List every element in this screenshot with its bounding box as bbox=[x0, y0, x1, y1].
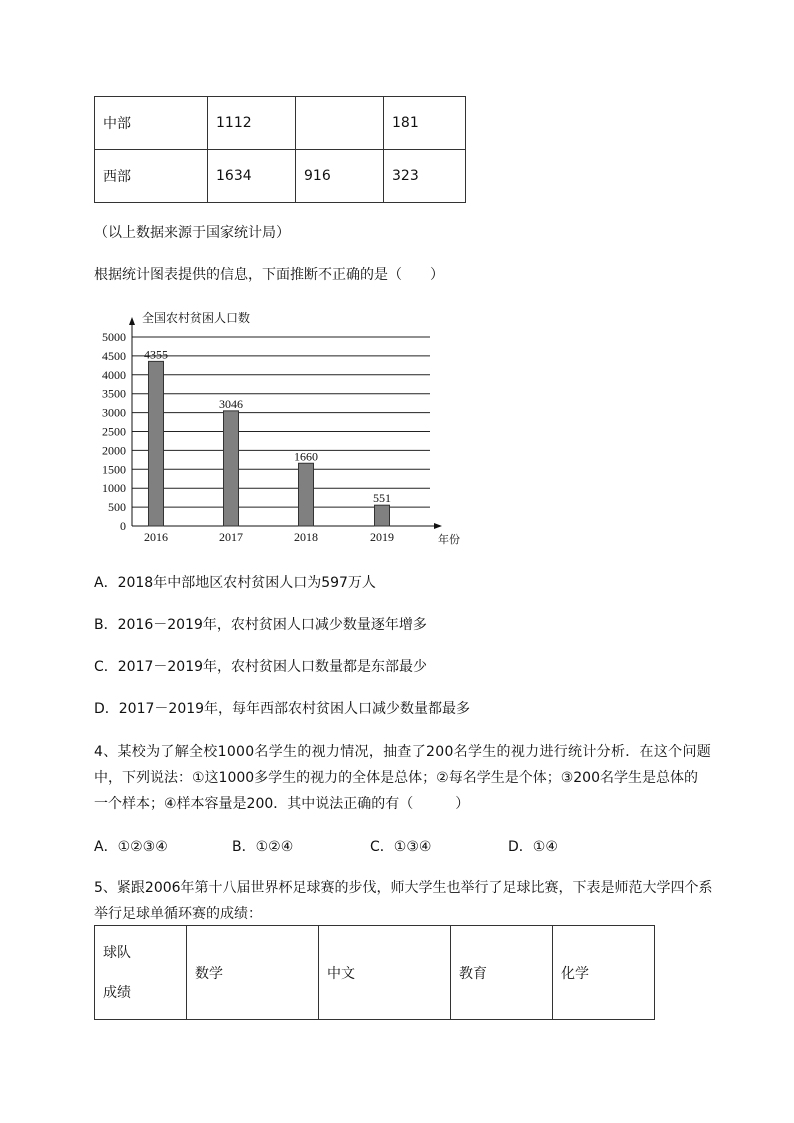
q5-line-1: 5、紧跟2006年第十八届世界杯足球赛的步伐，师大学生也举行了足球比赛，下表是师范大学四个系 bbox=[94, 880, 713, 896]
q4-line-2: 中，下列说法：①这1000多学生的视力的全体是总体；②每名学生是个体；③200名学生是总体的 bbox=[94, 770, 699, 786]
y-tick-label: 1500 bbox=[102, 462, 126, 477]
table-cell: 中部 bbox=[95, 97, 208, 150]
data-label: 551 bbox=[373, 491, 391, 506]
option-d: D．2017－2019年，每年西部农村贫困人口减少数量都最多 bbox=[94, 701, 471, 717]
y-tick-label: 3000 bbox=[102, 405, 126, 420]
y-tick-label: 2000 bbox=[102, 443, 126, 458]
header-cell: 数学 bbox=[187, 926, 319, 1020]
table-cell: 1112 bbox=[208, 97, 296, 150]
y-tick-label: 4500 bbox=[102, 348, 126, 363]
data-label: 4355 bbox=[144, 347, 168, 362]
corner-top-label: 球队 bbox=[103, 944, 131, 961]
bar bbox=[375, 505, 390, 526]
data-label: 1660 bbox=[294, 449, 318, 464]
source-note: （以上数据来源于国家统计局） bbox=[94, 225, 290, 241]
table-cell: 323 bbox=[384, 150, 466, 203]
header-cell: 教育 bbox=[451, 926, 553, 1020]
q4-option-b: B．①②④ bbox=[232, 839, 294, 855]
x-tick-label: 2016 bbox=[144, 530, 168, 544]
x-tick-label: 2019 bbox=[370, 530, 394, 544]
q4-line-1: 4、某校为了解全校1000名学生的视力情况，抽查了200名学生的视力进行统计分析．在这个问题 bbox=[94, 744, 712, 760]
bar bbox=[299, 463, 314, 526]
y-tick-label: 5000 bbox=[102, 330, 126, 344]
table-row bbox=[95, 926, 655, 1020]
q4-option-d: D．①④ bbox=[508, 839, 558, 855]
x-tick-label: 2018 bbox=[294, 530, 318, 544]
bar bbox=[224, 411, 239, 526]
x-tick-label: 2017 bbox=[219, 530, 243, 544]
question-prompt: 根据统计图表提供的信息，下面推断不正确的是（ ） bbox=[94, 267, 444, 283]
chart-title: 全国农村贫困人口数 bbox=[142, 311, 251, 325]
table-cell: 1634 bbox=[208, 150, 296, 203]
corner-cell bbox=[95, 926, 187, 1020]
table-cell: 916 bbox=[296, 150, 384, 203]
corner-bottom-label: 成绩 bbox=[103, 984, 131, 1001]
q4-option-a: A．①②③④ bbox=[94, 839, 168, 855]
bar bbox=[149, 361, 164, 526]
y-tick-label: 500 bbox=[108, 500, 126, 515]
y-axis-arrow bbox=[129, 317, 135, 325]
q5-line-2: 举行足球单循环赛的成绩： bbox=[94, 906, 262, 922]
data-label: 3046 bbox=[219, 396, 243, 411]
x-axis-label: 年份 bbox=[438, 534, 460, 546]
x-axis-arrow bbox=[434, 523, 442, 529]
poverty-bar-chart bbox=[90, 305, 460, 550]
header-cell: 化学 bbox=[553, 926, 655, 1020]
y-tick-label: 3500 bbox=[102, 386, 126, 401]
y-tick-label: 4000 bbox=[102, 367, 126, 382]
y-tick-label: 2500 bbox=[102, 424, 126, 439]
q4-line-3: 一个样本；④样本容量是200．其中说法正确的有（ ） bbox=[94, 796, 470, 812]
regional-data-table bbox=[94, 96, 466, 203]
y-tick-label: 1000 bbox=[102, 481, 126, 496]
header-cell: 中文 bbox=[319, 926, 451, 1020]
q4-option-c: C．①③④ bbox=[370, 839, 432, 855]
option-a: A．2018年中部地区农村贫困人口为597万人 bbox=[94, 575, 376, 591]
option-c: C．2017－2019年，农村贫困人口数量都是东部最少 bbox=[94, 659, 428, 675]
table-row bbox=[95, 97, 466, 150]
table-cell: 西部 bbox=[95, 150, 208, 203]
table-row bbox=[95, 150, 466, 203]
table-cell: 181 bbox=[384, 97, 466, 150]
option-b: B．2016－2019年，农村贫困人口减少数量逐年增多 bbox=[94, 617, 427, 633]
table-cell bbox=[296, 97, 384, 150]
results-table bbox=[94, 925, 655, 1020]
y-tick-label: 0 bbox=[120, 519, 126, 533]
